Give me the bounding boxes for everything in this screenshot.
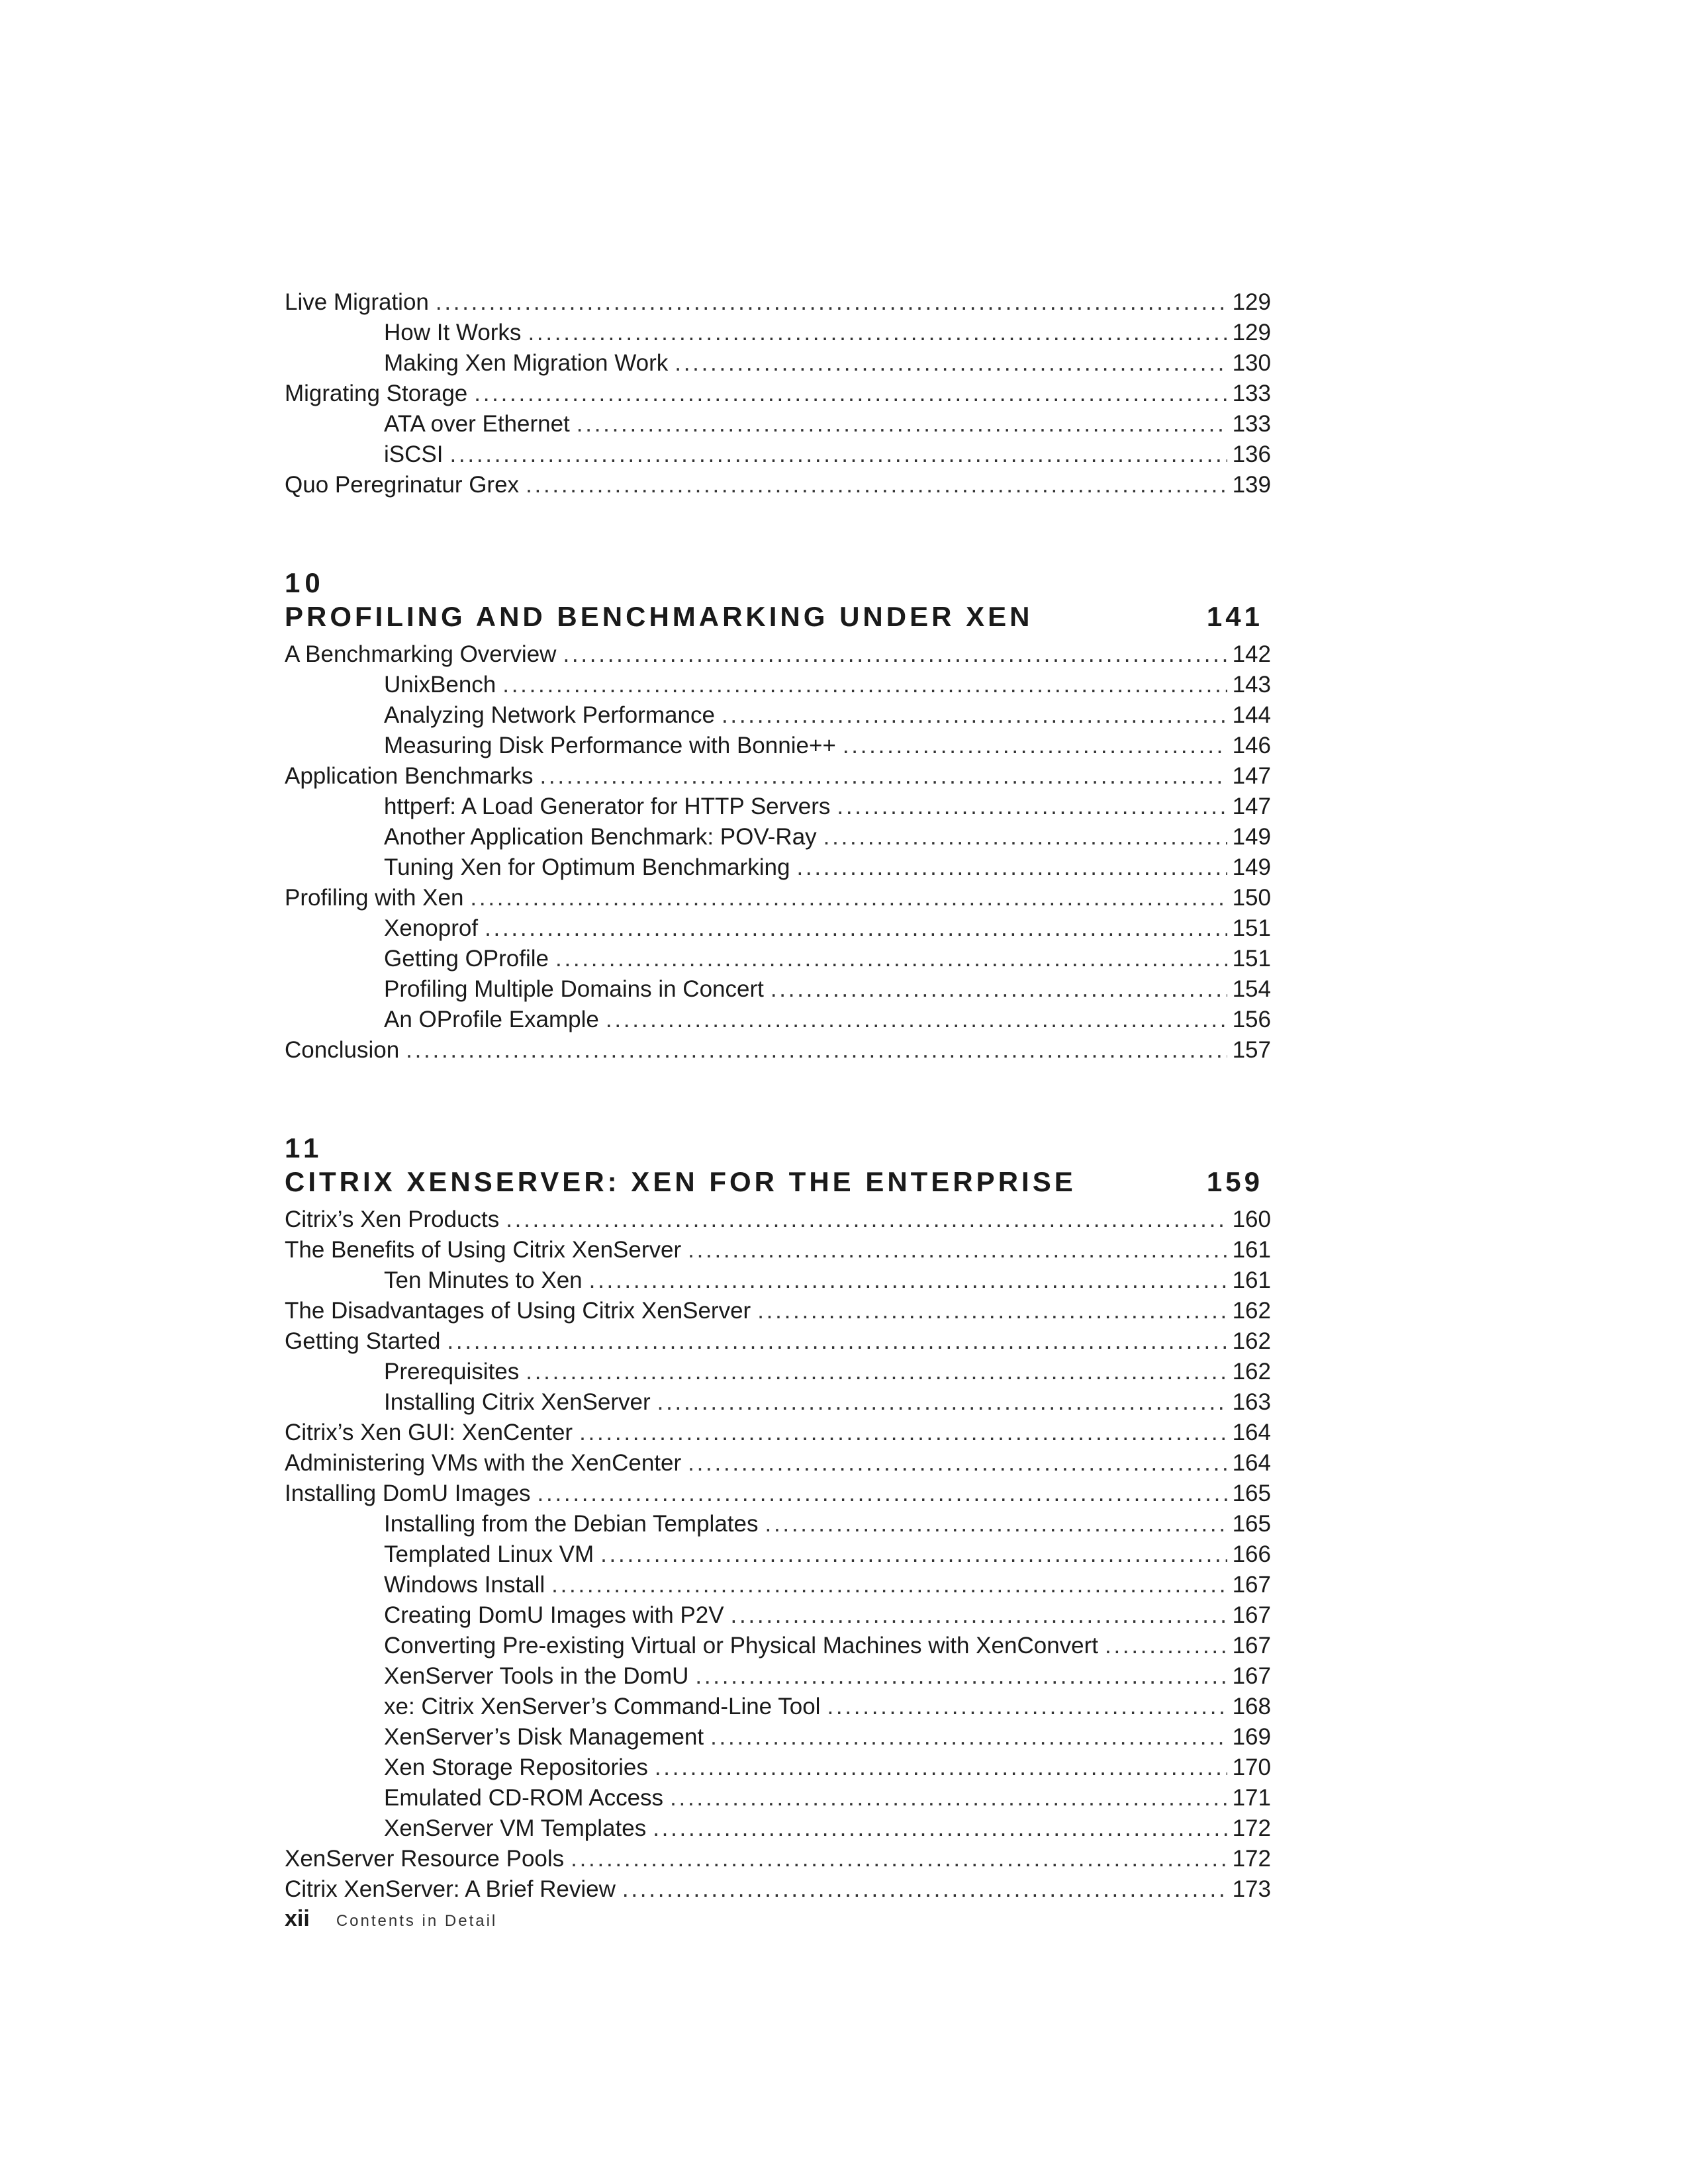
toc-subentry: [285, 348, 1271, 379]
toc-entry-page: 133: [1232, 411, 1271, 437]
dot-leader: [843, 731, 1227, 761]
toc-entry-page: 133: [1232, 381, 1271, 406]
toc-entry: [285, 379, 1271, 409]
toc-entry-page: 151: [1232, 915, 1271, 941]
chapter-page: 141: [1206, 601, 1263, 632]
toc-subentry: [285, 1005, 1271, 1035]
toc-entry-page: 154: [1232, 976, 1271, 1002]
toc-entry-page: 171: [1232, 1785, 1271, 1811]
dot-leader: [528, 318, 1227, 348]
toc-entry-page: 167: [1232, 1602, 1271, 1628]
toc-subentry: [285, 1357, 1271, 1387]
toc-entry-title: A Benchmarking Overview: [285, 641, 557, 667]
dot-leader: [771, 974, 1227, 1005]
toc-subentry: [285, 822, 1271, 852]
table-of-contents: [285, 287, 1271, 1905]
dot-leader: [657, 1387, 1227, 1418]
chapter-title: PROFILING AND BENCHMARKING UNDER XEN: [285, 601, 1033, 632]
dot-leader: [571, 1844, 1227, 1874]
chapter-11-entries: [285, 1205, 1271, 1905]
toc-entry-title: XenServer’s Disk Management: [384, 1724, 704, 1750]
toc-entry-page: 157: [1232, 1037, 1271, 1063]
toc-subentry: [285, 1539, 1271, 1570]
toc-subentry: [285, 1265, 1271, 1296]
dot-leader: [675, 348, 1227, 379]
toc-subentry: [285, 852, 1271, 883]
toc-subentry: [285, 1387, 1271, 1418]
dot-leader: [622, 1874, 1227, 1905]
toc-entry-page: 142: [1232, 641, 1271, 667]
toc-entry: [285, 1296, 1271, 1326]
toc-entry-page: 146: [1232, 733, 1271, 758]
toc-entry-page: 150: [1232, 885, 1271, 911]
toc-entry-title: Installing DomU Images: [285, 1480, 531, 1506]
chapter-heading: [285, 1165, 1271, 1199]
dot-leader: [526, 1357, 1227, 1387]
dot-leader: [837, 792, 1227, 822]
toc-entry-title: Getting Started: [285, 1328, 441, 1354]
dot-leader: [436, 287, 1227, 318]
toc-entry-page: 165: [1232, 1480, 1271, 1506]
toc-entry-page: 167: [1232, 1572, 1271, 1598]
toc-entry-title: Quo Peregrinatur Grex: [285, 472, 520, 498]
dot-leader: [474, 379, 1227, 409]
toc-entry-page: 139: [1232, 472, 1271, 498]
dot-leader: [765, 1509, 1227, 1539]
toc-entry-page: 156: [1232, 1007, 1271, 1032]
toc-entry: [285, 883, 1271, 913]
toc-entry-page: 144: [1232, 702, 1271, 728]
toc-entry-title: Citrix XenServer: A Brief Review: [285, 1876, 616, 1902]
dot-leader: [688, 1235, 1227, 1265]
toc-subentry: [285, 1813, 1271, 1844]
toc-entry-title: httperf: A Load Generator for HTTP Servers: [384, 794, 831, 819]
toc-subentry: [285, 318, 1271, 348]
toc-entry-title: UnixBench: [384, 672, 496, 698]
toc-entry-title: Emulated CD-ROM Access: [384, 1785, 664, 1811]
toc-entry-page: 136: [1232, 441, 1271, 467]
dot-leader: [551, 1570, 1227, 1600]
page-folio: xii: [285, 1906, 310, 1931]
dot-leader: [406, 1035, 1227, 1066]
dot-leader: [653, 1813, 1227, 1844]
dot-leader: [688, 1448, 1227, 1479]
toc-subentry: [285, 974, 1271, 1005]
toc-entry-page: 165: [1232, 1511, 1271, 1537]
toc-entry: [285, 1205, 1271, 1235]
toc-entry-page: 149: [1232, 854, 1271, 880]
toc-entry-title: Live Migration: [285, 289, 429, 315]
toc-entry: [285, 1035, 1271, 1066]
toc-entry-page: 164: [1232, 1420, 1271, 1445]
toc-entry: [285, 1326, 1271, 1357]
toc-subentry: [285, 1570, 1271, 1600]
toc-entry-title: Measuring Disk Performance with Bonnie++: [384, 733, 836, 758]
toc-entry-page: 162: [1232, 1298, 1271, 1324]
toc-entry: [285, 1479, 1271, 1509]
toc-entry-title: Analyzing Network Performance: [384, 702, 715, 728]
page-footer: [285, 1906, 497, 1932]
toc-entry-title: Migrating Storage: [285, 381, 468, 406]
toc-entry-title: XenServer Resource Pools: [285, 1846, 565, 1872]
toc-entry: [285, 1448, 1271, 1479]
toc-subentry: [285, 1661, 1271, 1692]
toc-entry-page: 168: [1232, 1694, 1271, 1719]
toc-entry-title: Another Application Benchmark: POV-Ray: [384, 824, 817, 850]
toc-entry-page: 170: [1232, 1754, 1271, 1780]
dot-leader: [539, 761, 1227, 792]
toc-subentry: [285, 1752, 1271, 1783]
dot-leader: [722, 700, 1227, 731]
toc-entry-title: Citrix’s Xen Products: [285, 1206, 500, 1232]
toc-entry-page: 162: [1232, 1328, 1271, 1354]
toc-subentry: [285, 1692, 1271, 1722]
toc-entry-title: Administering VMs with the XenCenter: [285, 1450, 682, 1476]
chapter-10-entries: [285, 639, 1271, 1066]
dot-leader: [606, 1005, 1227, 1035]
toc-entry-title: Xen Storage Repositories: [384, 1754, 648, 1780]
dot-leader: [796, 852, 1227, 883]
toc-entry-title: ATA over Ethernet: [384, 411, 570, 437]
toc-section-continued: [285, 287, 1271, 500]
dot-leader: [506, 1205, 1227, 1235]
toc-entry-title: Converting Pre-existing Virtual or Physical Machines with XenConvert: [384, 1633, 1099, 1659]
toc-entry-title: Prerequisites: [384, 1359, 520, 1385]
toc-entry-title: Windows Install: [384, 1572, 545, 1598]
toc-entry-page: 167: [1232, 1663, 1271, 1689]
toc-entry-page: 161: [1232, 1237, 1271, 1263]
dot-leader: [710, 1722, 1227, 1752]
toc-entry-title: Creating DomU Images with P2V: [384, 1602, 724, 1628]
toc-subentry: [285, 1600, 1271, 1631]
toc-entry-title: xe: Citrix XenServer’s Command-Line Tool: [384, 1694, 821, 1719]
toc-entry-title: Xenoprof: [384, 915, 479, 941]
chapter-heading: [285, 600, 1271, 634]
dot-leader: [589, 1265, 1227, 1296]
toc-entry-title: Installing Citrix XenServer: [384, 1389, 651, 1415]
toc-entry: [285, 639, 1271, 670]
dot-leader: [538, 1479, 1227, 1509]
toc-subentry: [285, 409, 1271, 439]
toc-entry-title: Ten Minutes to Xen: [384, 1267, 583, 1293]
toc-entry: [285, 287, 1271, 318]
toc-entry-title: Conclusion: [285, 1037, 400, 1063]
toc-entry-title: Tuning Xen for Optimum Benchmarking: [384, 854, 790, 880]
toc-subentry: [285, 439, 1271, 470]
toc-entry-title: XenServer Tools in the DomU: [384, 1663, 689, 1689]
toc-entry-page: 130: [1232, 350, 1271, 376]
toc-entry-page: 163: [1232, 1389, 1271, 1415]
running-title: Contents in Detail: [336, 1912, 498, 1930]
toc-entry: [285, 1235, 1271, 1265]
dot-leader: [670, 1783, 1227, 1813]
toc-entry-title: Application Benchmarks: [285, 763, 534, 789]
toc-entry-title: Profiling Multiple Domains in Concert: [384, 976, 764, 1002]
dot-leader: [600, 1539, 1227, 1570]
chapter-page: 159: [1206, 1166, 1263, 1197]
toc-subentry: [285, 1509, 1271, 1539]
dot-leader: [1105, 1631, 1227, 1661]
toc-entry-page: 129: [1232, 289, 1271, 315]
toc-subentry: [285, 1783, 1271, 1813]
dot-leader: [470, 883, 1227, 913]
toc-entry-title: An OProfile Example: [384, 1007, 599, 1032]
chapter-11: [285, 1132, 1271, 1199]
dot-leader: [502, 670, 1227, 700]
toc-entry-title: The Disadvantages of Using Citrix XenServer: [285, 1298, 751, 1324]
toc-entry-page: 161: [1232, 1267, 1271, 1293]
dot-leader: [447, 1326, 1227, 1357]
chapter-number: 11: [285, 1132, 324, 1163]
chapter-title: CITRIX XENSERVER: XEN FOR THE ENTERPRISE: [285, 1166, 1076, 1197]
dot-leader: [579, 1418, 1227, 1448]
toc-entry-page: 147: [1232, 794, 1271, 819]
dot-leader: [655, 1752, 1227, 1783]
dot-leader: [823, 822, 1227, 852]
dot-leader: [485, 913, 1227, 944]
dot-leader: [555, 944, 1227, 974]
toc-entry-page: 164: [1232, 1450, 1271, 1476]
toc-subentry: [285, 1722, 1271, 1752]
toc-subentry: [285, 731, 1271, 761]
dot-leader: [827, 1692, 1227, 1722]
toc-entry-title: Getting OProfile: [384, 946, 549, 972]
toc-entry-title: XenServer VM Templates: [384, 1815, 647, 1841]
toc-entry-page: 129: [1232, 320, 1271, 345]
dot-leader: [526, 470, 1227, 500]
toc-entry-title: The Benefits of Using Citrix XenServer: [285, 1237, 682, 1263]
toc-entry-title: How It Works: [384, 320, 522, 345]
toc-entry: [285, 1844, 1271, 1874]
toc-entry-page: 167: [1232, 1633, 1271, 1659]
toc-entry-page: 151: [1232, 946, 1271, 972]
toc-subentry: [285, 700, 1271, 731]
dot-leader: [563, 639, 1227, 670]
chapter-number: 10: [285, 567, 325, 598]
toc-entry-page: 172: [1232, 1846, 1271, 1872]
toc-entry-page: 143: [1232, 672, 1271, 698]
toc-entry: [285, 470, 1271, 500]
toc-subentry: [285, 792, 1271, 822]
dot-leader: [449, 439, 1227, 470]
dot-leader: [757, 1296, 1227, 1326]
toc-subentry: [285, 670, 1271, 700]
toc-entry-title: Templated Linux VM: [384, 1541, 594, 1567]
toc-entry: [285, 761, 1271, 792]
toc-entry: [285, 1418, 1271, 1448]
toc-entry-page: 147: [1232, 763, 1271, 789]
toc-subentry: [285, 913, 1271, 944]
toc-entry-title: iSCSI: [384, 441, 444, 467]
dot-leader: [731, 1600, 1227, 1631]
dot-leader: [695, 1661, 1227, 1692]
toc-entry-title: Installing from the Debian Templates: [384, 1511, 759, 1537]
toc-entry-page: 172: [1232, 1815, 1271, 1841]
chapter-10: [285, 567, 1271, 634]
toc-entry-title: Profiling with Xen: [285, 885, 464, 911]
toc-entry: [285, 1874, 1271, 1905]
toc-entry-page: 169: [1232, 1724, 1271, 1750]
toc-entry-page: 162: [1232, 1359, 1271, 1385]
toc-entry-page: 160: [1232, 1206, 1271, 1232]
toc-entry-title: Making Xen Migration Work: [384, 350, 669, 376]
toc-entry-page: 173: [1232, 1876, 1271, 1902]
dot-leader: [577, 409, 1227, 439]
toc-entry-page: 149: [1232, 824, 1271, 850]
toc-entry-title: Citrix’s Xen GUI: XenCenter: [285, 1420, 573, 1445]
toc-subentry: [285, 944, 1271, 974]
toc-subentry: [285, 1631, 1271, 1661]
toc-entry-page: 166: [1232, 1541, 1271, 1567]
